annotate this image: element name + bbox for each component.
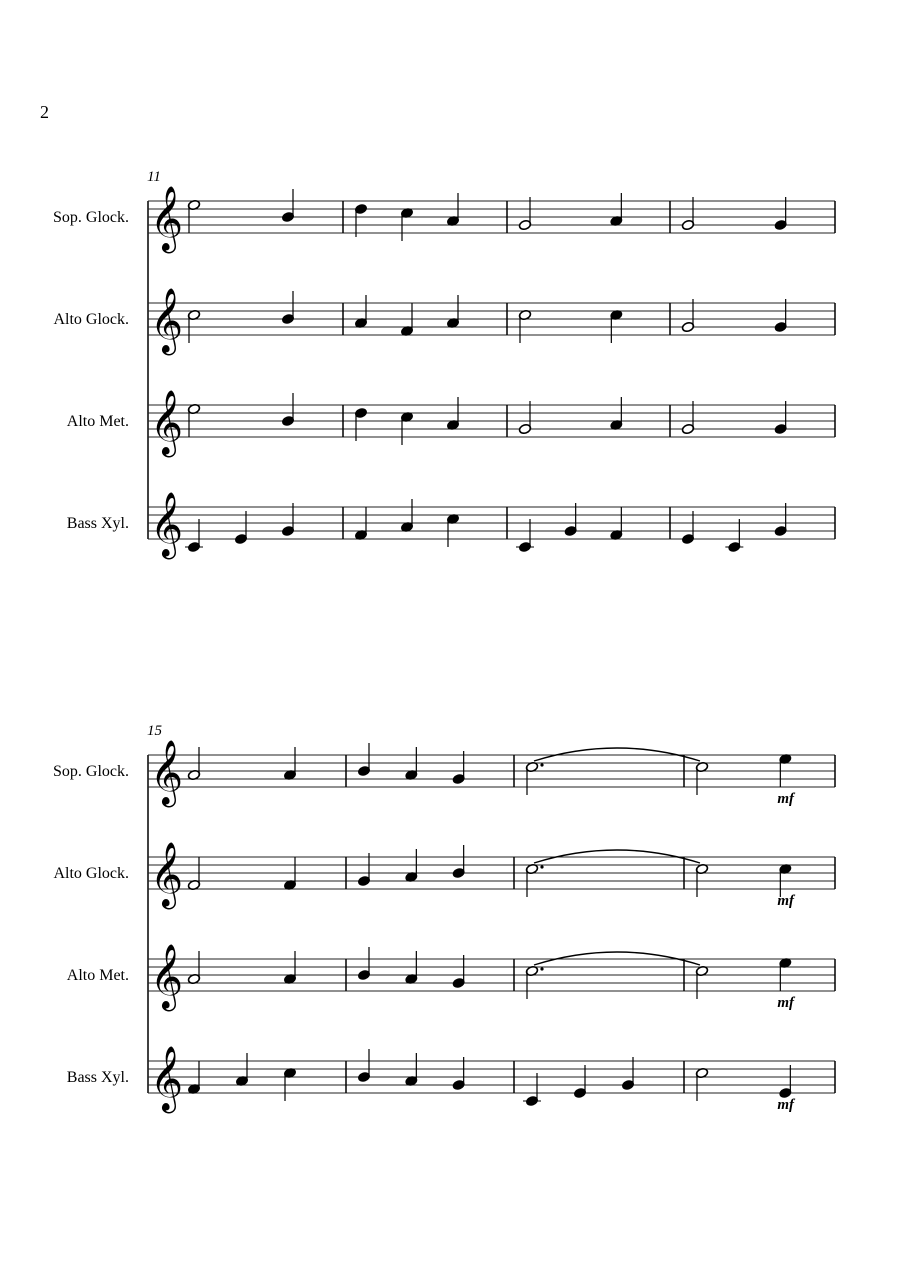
treble-clef-icon: 𝄞 [150,740,184,805]
staff [67,390,835,457]
staff [67,492,835,559]
treble-clef-icon: 𝄞 [150,944,184,1009]
system-2 [53,723,835,1113]
instrument-label: Alto Met. [66,413,129,430]
treble-clef-icon: 𝄞 [150,186,184,251]
instrument-label: Bass Xyl. [66,1069,129,1086]
instrument-label: Alto Met. [66,967,129,984]
measure-number: 11 [147,169,161,185]
dynamic-marking: mf [777,1097,795,1113]
dynamic-marking: mf [777,893,795,909]
page-number: 2 [40,102,49,122]
staff [53,740,835,807]
instrument-label: Sop. Glock. [53,763,129,780]
staff [53,288,835,355]
dynamic-marking: mf [777,995,795,1011]
treble-clef-icon: 𝄞 [150,1046,184,1111]
staff [67,1046,835,1113]
instrument-label: Sop. Glock. [53,209,129,226]
staff [53,186,835,253]
augmentation-dot [540,967,543,970]
treble-clef-icon: 𝄞 [150,288,184,353]
instrument-label: Bass Xyl. [66,515,129,532]
instrument-label: Alto Glock. [53,311,129,328]
treble-clef-icon: 𝄞 [150,842,184,907]
treble-clef-icon: 𝄞 [150,492,184,557]
measure-number: 15 [147,723,162,739]
staff [67,944,835,1011]
staff [53,842,835,909]
dynamic-marking: mf [777,791,795,807]
augmentation-dot [540,763,543,766]
augmentation-dot [540,865,543,868]
treble-clef-icon: 𝄞 [150,390,184,455]
instrument-label: Alto Glock. [53,865,129,882]
system-1 [53,169,835,559]
